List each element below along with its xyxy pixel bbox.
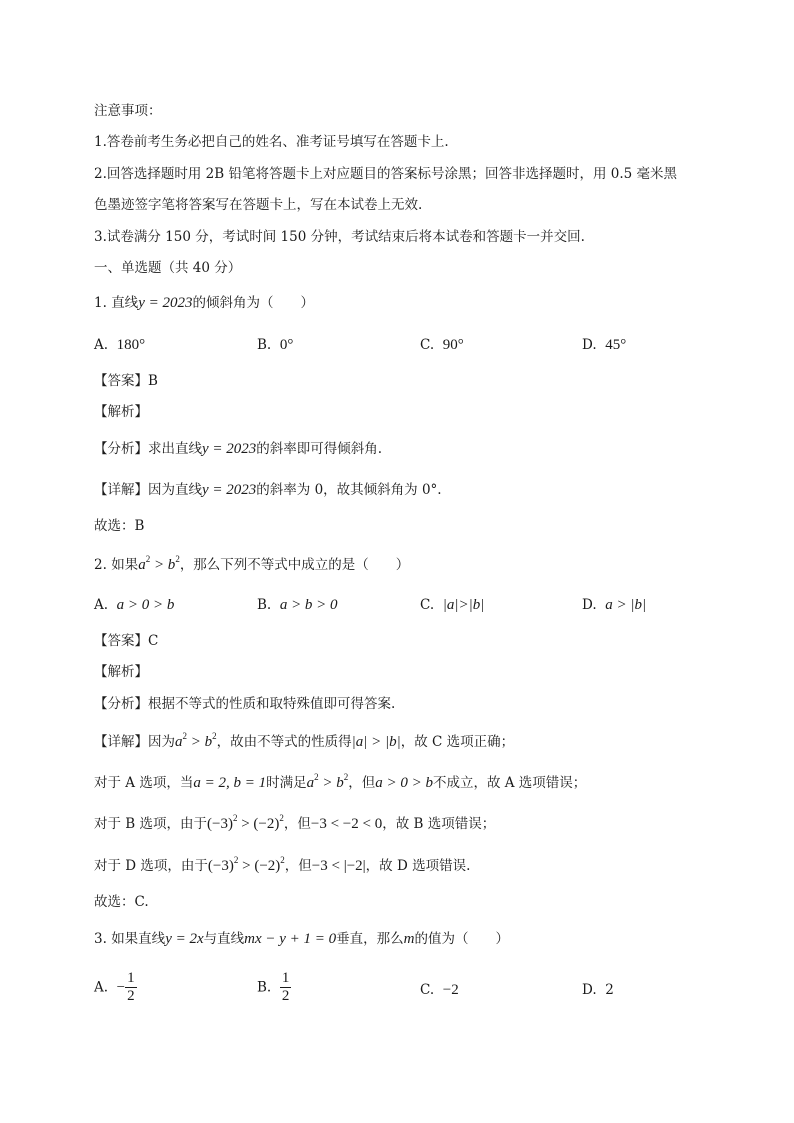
q3-option-b: B. $\frac{1}{2}$ [257, 970, 290, 1005]
question-3-stem: 3. 如果直线y = 2x与直线mx − y + 1 = 0垂直，那么m的值为（ ） [94, 931, 509, 947]
q2-fenxi: 【分析】根据不等式的性质和取特殊值即可得答案. [94, 696, 396, 712]
q3-option-a: A. − $\frac{1}{2}$ [94, 970, 135, 1005]
notes-item-1: 1.答卷前考生务必把自己的姓名、准考证号填写在答题卡上. [94, 134, 449, 150]
q1-analysis-tag: 【解析】 [94, 404, 148, 420]
q1-option-d: D. 45° [582, 337, 627, 353]
q2-option-b: B. a > b > 0 [257, 597, 338, 613]
q1-option-c: C. 90° [420, 337, 464, 353]
notes-item-2a: 2.回答选择题时用 2B 铅笔将答题卡上对应题目的答案标号涂黑；回答非选择题时，用 0.5 毫米黑 [94, 166, 678, 182]
notes-item-3: 3.试卷满分 150 分，考试时间 150 分钟，考试结束后将本试卷和答题卡一并交回. [94, 229, 585, 245]
q2-analysis-tag: 【解析】 [94, 664, 148, 680]
q1-option-b: B. 0° [257, 337, 294, 353]
q1-xiangjie: 【详解】因为直线y = 2023的斜率为 0，故其倾斜角为 0°. [94, 482, 442, 498]
section-title: 一、单选题（共 40 分） [94, 260, 242, 276]
q2-option-d: D. a > |b| [582, 597, 647, 613]
q2-line-d: 对于 D 选项，由于$(-3)^2 > (-2)^2$，但−3 < |−2|，故 D 选项错误. [94, 855, 471, 874]
question-number: 1. [94, 295, 107, 311]
q1-option-a: A. 180° [94, 337, 146, 353]
notes-item-2b: 色墨迹签字笔将答案写在答题卡上，写在本试卷上无效. [94, 197, 423, 213]
q1-guxuan: 故选：B [94, 518, 145, 534]
notes-heading: 注意事项： [94, 103, 162, 119]
q2-option-c: C. |a|>|b| [420, 597, 485, 613]
stem-math: y = 2023 [138, 295, 193, 311]
stem-text: 的倾斜角为（ ） [192, 295, 314, 311]
q2-xiangjie: 【详解】因为$a^2 > b^2$，故由不等式的性质得|a| > |b|，故 C 选项正确； [94, 731, 515, 750]
q1-fenxi: 【分析】求出直线y = 2023的斜率即可得倾斜角. [94, 441, 383, 457]
question-1-stem [94, 294, 314, 312]
q1-answer: 【答案】B [94, 373, 158, 389]
q3-option-d: D. 2 [582, 982, 614, 998]
q3-option-c: C. −2 [420, 982, 459, 998]
question-2-stem: 2. 如果$a^2 > b^2$，那么下列不等式中成立的是（ ） [94, 554, 410, 573]
q2-answer: 【答案】C [94, 633, 159, 649]
stem-text: 直线 [111, 295, 139, 311]
q2-guxuan: 故选：C. [94, 894, 149, 910]
q2-line-b: 对于 B 选项，由于$(-3)^2 > (-2)^2$，但−3 < −2 < 0，故 B 选项错误； [94, 813, 496, 832]
q2-line-a: 对于 A 选项，当a = 2, b = 1时满足$a^2 > b^2$，但a > 0 > b不成立，故 A 选项错误； [94, 772, 587, 791]
q2-option-a: A. a > 0 > b [94, 597, 175, 613]
